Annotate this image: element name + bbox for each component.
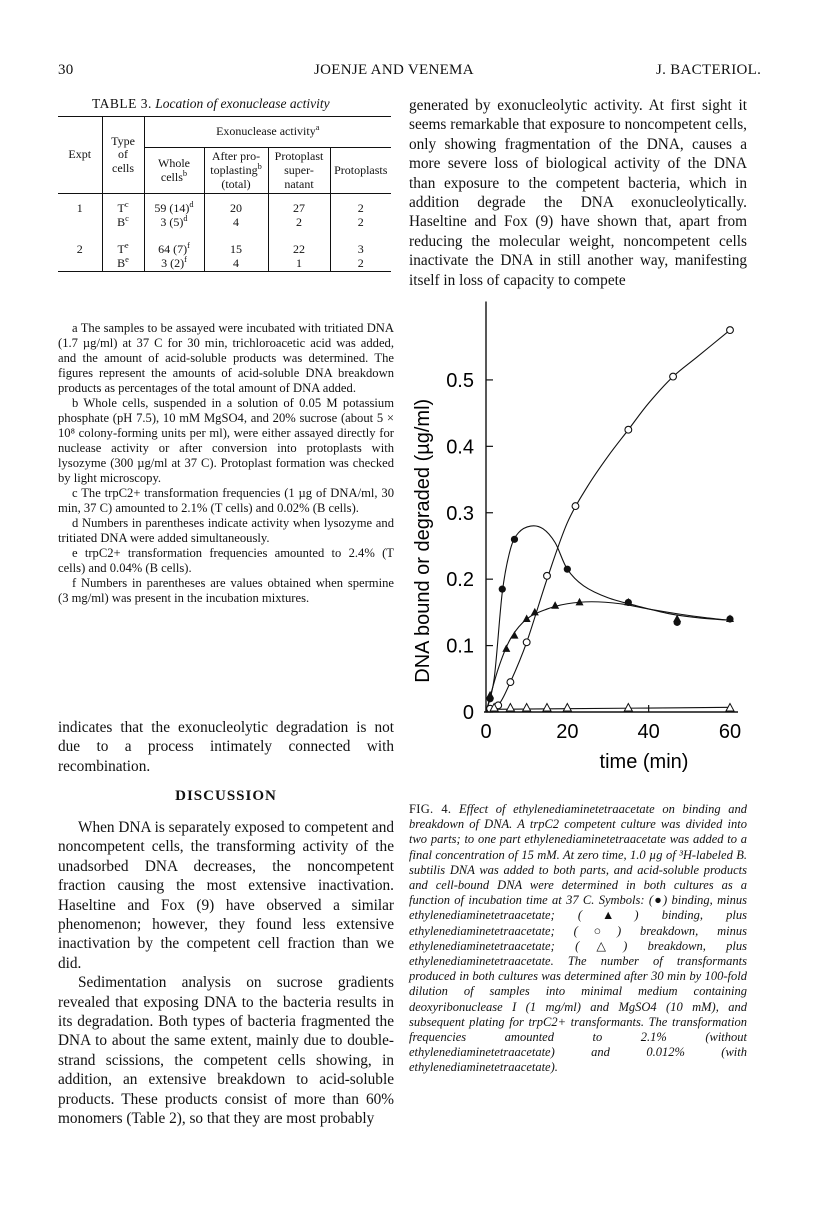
footnote-d: d Numbers in parentheses indicate activity when lysozyme and tritiated DNA were added simultaneously.	[58, 516, 394, 545]
marker-binding-plus-edta	[510, 631, 518, 639]
marker-breakdown-minus-edta	[670, 373, 677, 380]
marker-breakdown-minus-edta	[507, 679, 514, 686]
table-row: $B^c$ 3 $(5)^d$ 4 2 2	[58, 216, 391, 230]
table-caption	[92, 96, 372, 112]
marker-binding-plus-edta	[502, 644, 510, 652]
x-tick-label: 60	[718, 721, 742, 743]
marker-binding-minus-edta	[564, 566, 571, 573]
running-head-journal: J. BACTERIOL.	[656, 62, 762, 78]
table-footnotes	[58, 321, 394, 606]
marker-breakdown-minus-edta	[572, 503, 579, 510]
exonuclease-table	[58, 116, 391, 272]
x-tick-label: 40	[637, 721, 660, 743]
table-row: 2 $T^e$ 64 $(7)^f$ 15 22 3	[58, 243, 391, 257]
discussion-paragraph-1: When DNA is separately exposed to competent and noncompetent cells, the transforming activity of the unadsorbed DNA decreases, the noncompetent fraction causing the most extensive inactivation. Haseltine and Fox (9) have observed a similar phenomenon; however, they found less extensive inactivation by the competent cell fraction than we did.	[58, 819, 394, 972]
footnote-f: f Numbers in parentheses are values obtained when spermine (3 mg/ml) was present in the incubation mixtures.	[58, 576, 394, 605]
discussion-paragraph-2: Sedimentation analysis on sucrose gradients revealed that exposing DNA to the bacteria results in its degradation. Both types of bacteria fragmented the DNA to about the same extent, mainly due to double-strand scissions, the competent cells showing, in addition, an extensive breakdown to acid-soluble products. These products consist of more than 60% monomers (Table 2), so that they are most probably	[58, 974, 394, 1128]
body-paragraph-right: generated by exonucleolytic activity. At first sight it seems remarkable that exposure to noncompetent cells, only showing fragmentation of the DNA, causes a more severe loss of biological activity of the DNA than exposure to the competent bacteria, which in addition degrade the DNA exonucleolytically. Haseltine and Fox (9) have shown that, apart from reducing the molecular weight, noncompetent cells inactivate the DNA in still another way, manifesting itself in loss of capacity to compete	[409, 97, 747, 289]
table-title: Location of exonuclease activity	[155, 96, 330, 111]
y-tick-label: 0.3	[446, 502, 474, 525]
marker-breakdown-minus-edta	[544, 572, 551, 579]
marker-binding-plus-edta	[551, 601, 559, 609]
y-axis-label: DNA bound or degraded (µg/ml)	[412, 398, 434, 683]
marker-breakdown-plus-edta	[506, 704, 514, 712]
y-tick-label: 0.4	[446, 436, 474, 459]
col-group-exonuclease: Exonuclease activity$^a$	[144, 117, 391, 148]
marker-breakdown-minus-edta	[523, 639, 530, 646]
marker-binding-minus-edta	[511, 536, 518, 543]
chart-axes	[412, 302, 741, 774]
marker-breakdown-minus-edta	[625, 426, 632, 433]
table-row: 1 $T^c$ 59 $(14)^d$ 20 27 2	[58, 202, 391, 216]
y-tick-label: 0.5	[446, 369, 474, 392]
page-number: 30	[58, 62, 74, 78]
figure-label: FIG. 4.	[409, 802, 452, 816]
x-tick-label: 20	[556, 721, 579, 743]
marker-binding-plus-edta	[523, 615, 531, 623]
marker-breakdown-plus-edta	[624, 704, 632, 712]
figure-caption	[409, 802, 747, 1076]
chart-markers	[486, 327, 734, 712]
footnote-a: a The samples to be assayed were incubated with tritiated DNA (1.7 µg/ml) at 37 C for 30 min, trichloroacetic acid was added, and the amount of acid-soluble products was determined. The figures represent the amounts of acid-soluble DNA breakdown products as percentages of the total amount of DNA added.	[58, 321, 394, 395]
x-tick-label: 0	[480, 721, 492, 743]
col-expt: Expt	[58, 117, 102, 194]
figure-caption-text: Effect of ethylenediaminetetraacetate on binding and breakdown of DNA. A trpC2 competent culture was divided into two parts; to one part ethylenediaminetetraacetate was added to a final concentration of 15 mM. At zero time, 1.0 µg of ³H-labeled B. subtilis DNA was added to both parts, and acid-soluble products and cell-bound DNA were determined in both cultures as a function of incubation time at 37 C. Symbols: (●) binding, minus ethylenediaminetetraacetate; (▲) binding, plus ethylenediaminetetraacetate; (○) breakdown, minus ethylenediaminetetraacetate; (△) breakdown, plus ethylenediaminetetraacetate. The number of transformants produced in both cultures was determined after 30 min by 100-fold dilution of samples into minimal medium containing deoxyribonuclease I (1 mg/ml) and MgSO4 (10 mM), and subsequent plating for trpC2+ transformants. The transformation frequencies amounted to 2.1% (without ethylenediaminetetraacetate) and 0.012% (with ethylenediaminetetraacetate).	[409, 802, 747, 1075]
chart-curves	[486, 330, 730, 712]
figure-4-chart	[398, 300, 758, 795]
table-row: $B^e$ 3 $(2)^f$ 4 1 2	[58, 257, 391, 271]
discussion-body	[58, 818, 394, 1129]
col-after-protoplasting: After pro- toplasting$^b$ (total)	[204, 148, 268, 194]
curve-breakdown-plus-edta	[486, 707, 730, 709]
footnote-c: c The trpC2+ transformation frequencies (1 µg of DNA/ml, 30 min, 37 C) amounted to 2.1% (T cells) and 0.02% (B cells).	[58, 486, 394, 515]
x-axis-label: time (min)	[599, 751, 689, 773]
col-type: Type of cells	[102, 117, 144, 194]
marker-binding-minus-edta	[499, 586, 506, 593]
y-tick-label: 0	[462, 702, 474, 724]
table-label: TABLE 3.	[92, 96, 152, 111]
body-paragraph-recombination: indicates that the exonucleolytic degradation is not due to a process intimately connected with recombination.	[58, 719, 394, 775]
marker-breakdown-minus-edta	[727, 327, 734, 334]
marker-binding-plus-edta	[486, 691, 494, 699]
footnote-e: e trpC2+ transformation frequencies amounted to 2.4% (T cells) and 0.04% (B cells).	[58, 546, 394, 575]
section-heading-discussion: DISCUSSION	[175, 788, 277, 804]
marker-breakdown-plus-edta	[523, 704, 531, 712]
y-tick-label: 0.1	[446, 635, 474, 658]
marker-breakdown-plus-edta	[563, 704, 571, 712]
running-head-authors: JOENJE AND VENEMA	[314, 62, 474, 78]
curve-binding-plus-edta	[486, 602, 730, 712]
col-whole-cells: Whole cells$^b$	[144, 148, 204, 194]
curve-binding-minus-edta	[486, 526, 730, 712]
col-protoplasts: Protoplasts	[330, 148, 391, 194]
col-protoplast-supernatant: Protoplast super- natant	[268, 148, 330, 194]
curve-breakdown-minus-edta	[486, 330, 730, 712]
footnote-b: b Whole cells, suspended in a solution of 0.05 M potassium phosphate (pH 7.5), 10 mM MgSO4, and 20% sucrose (about 5 × 10⁸ colony-forming units per ml), were either assayed directly for nuclease activity or after conversion into protoplasts with lysozyme (300 µg/ml at 37 C). Protoplast formation was checked by light microscopy.	[58, 396, 394, 485]
y-tick-label: 0.2	[446, 569, 474, 592]
marker-breakdown-plus-edta	[543, 704, 551, 712]
